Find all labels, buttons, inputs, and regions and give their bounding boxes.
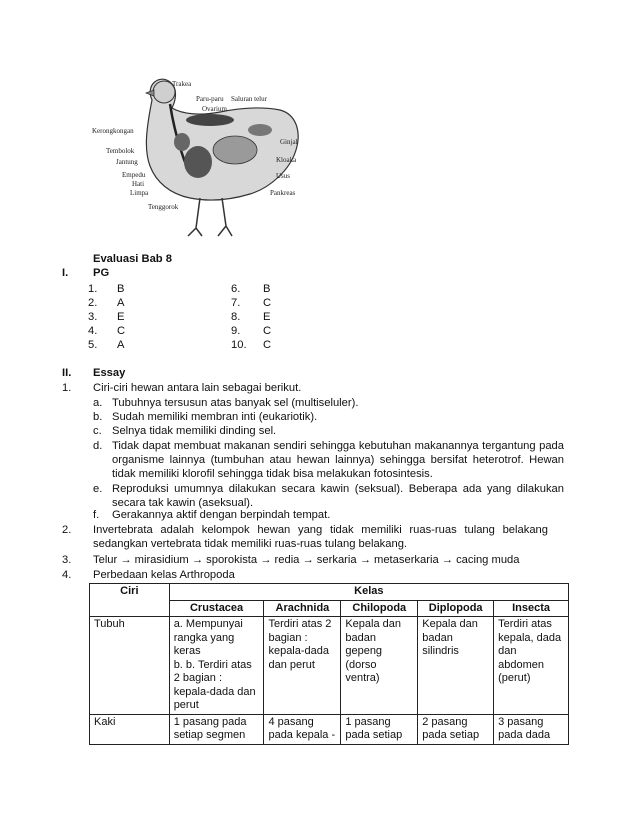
essay-answer-2: Invertebrata adalah kelompok hewan yang tidak memiliki ruas-ruas tulang belakang sedangkan vertebrata tidak memiliki ruas-ruas tulang belakang. (93, 524, 548, 550)
chicken-anatomy-figure (90, 70, 305, 240)
pg-answer: C (263, 339, 272, 351)
list-letter: e. (93, 483, 103, 495)
pg-answer: E (117, 311, 125, 323)
row-label: Tubuh (90, 617, 170, 715)
table-cell: a. Mempunyai rangka yang keras b. b. Terdiri atas 2 bagian : kepala-dada dan perut (169, 617, 264, 715)
header-class: Crustacea (169, 600, 264, 617)
header-class: Diplopoda (418, 600, 494, 617)
section-number-essay: II. (62, 367, 72, 379)
table-cell: 3 pasang pada dada (494, 714, 569, 744)
pg-number: 7. (231, 297, 241, 309)
arthropoda-table (89, 583, 569, 745)
section-heading-essay: Essay (93, 367, 126, 379)
document-title: Evaluasi Bab 8 (93, 253, 172, 265)
figure-label: Ginjal (280, 138, 298, 146)
essay-answer-3: Telur → mirasidium → sporokista → redia → serkaria → metaserkaria → cacing muda (93, 554, 520, 566)
pg-answer: E (263, 311, 271, 323)
list-letter: c. (93, 425, 102, 437)
figure-label: Trakea (172, 80, 192, 88)
list-letter: a. (93, 397, 103, 409)
figure-label: Paru-paru (196, 95, 224, 103)
section-number-pg: I. (62, 267, 69, 279)
pg-number: 1. (88, 283, 98, 295)
pg-number: 6. (231, 283, 241, 295)
figure-label: Tembolok (106, 147, 135, 155)
pg-number: 10. (231, 339, 247, 351)
pg-answer: A (117, 297, 125, 309)
list-item: Tubuhnya tersusun atas banyak sel (multiseluler). (112, 397, 359, 409)
liver-shape (184, 146, 212, 178)
list-letter: f. (93, 509, 100, 521)
figure-label: Hati (132, 180, 145, 188)
figure-label: Kloaka (276, 156, 297, 164)
figure-label: Kerongkongan (92, 127, 134, 135)
kidney-shape (248, 124, 272, 136)
pg-answer: C (263, 325, 272, 337)
intestine-shape (213, 136, 257, 164)
table-cell: 4 pasang pada kepala - (264, 714, 341, 744)
table-row (90, 617, 569, 715)
table-cell: Kepala dan badan silindris (418, 617, 494, 715)
list-item: Gerakannya aktif dengan berpindah tempat. (112, 509, 331, 521)
essay-number: 4. (62, 569, 72, 581)
figure-label: Pankreas (270, 189, 296, 197)
pg-number: 2. (88, 297, 98, 309)
pg-number: 8. (231, 311, 241, 323)
section-heading-pg: PG (93, 267, 110, 279)
table-cell: 2 pasang pada setiap (418, 714, 494, 744)
pg-answer: C (117, 325, 126, 337)
essay-number: 1. (62, 382, 72, 394)
list-item: Selnya tidak memiliki dinding sel. (112, 425, 277, 437)
table-cell: Terdiri atas kepala, dada dan abdomen (perut) (494, 617, 569, 715)
list-item: Tidak dapat membuat makanan sendiri sehingga kebutuhan makanannya tergantung pada organisme lainnya (tumbuhan atau hewan lainnya) sehingga bersifat heterotrof. Hewan tidak memiliki klorofil sehingga tidak bisa melakukan fotosintesis. (112, 440, 564, 480)
lung-shape (186, 114, 234, 126)
chicken-leg-right (218, 198, 232, 236)
figure-label: Limpa (130, 189, 149, 197)
pg-number: 4. (88, 325, 98, 337)
essay-number: 3. (62, 554, 72, 566)
table-cell: Terdiri atas 2 bagian : kepala-dada dan perut (264, 617, 341, 715)
figure-label: Tenggorok (148, 203, 179, 211)
row-label: Kaki (90, 714, 170, 744)
essay-number: 2. (62, 524, 72, 536)
pg-answer: B (117, 283, 125, 295)
figure-label: Empedu (122, 171, 146, 179)
essay-answer-4: Perbedaan kelas Arthropoda (93, 569, 235, 581)
header-class: Chilopoda (341, 600, 418, 617)
pg-number: 5. (88, 339, 98, 351)
figure-label: Ovarium (202, 105, 227, 113)
pg-number: 3. (88, 311, 98, 323)
header-class: Arachnida (264, 600, 341, 617)
list-letter: d. (93, 440, 103, 452)
pg-number: 9. (231, 325, 241, 337)
table-cell: Kepala dan badan gepeng (dorso ventra) (341, 617, 418, 715)
pg-answer: C (263, 297, 272, 309)
pg-answer: A (117, 339, 125, 351)
figure-label: Jantung (116, 158, 138, 166)
heart-shape (174, 133, 190, 151)
header-kelas: Kelas (169, 584, 568, 601)
essay-answer-1: Ciri-ciri hewan antara lain sebagai berikut. (93, 382, 302, 394)
pg-answer: B (263, 283, 271, 295)
chicken-leg-left (188, 198, 202, 236)
list-item: Reproduksi umumnya dilakukan secara kawin (seksual). Beberapa ada yang dilakukan secara tak kawin (aseksual). (112, 483, 564, 509)
figure-label: Saluran telur (231, 95, 267, 103)
list-item: Sudah memiliki membran inti (eukariotik). (112, 411, 318, 423)
figure-label: Usus (276, 172, 291, 180)
table-header-row (90, 584, 569, 601)
table-row (90, 714, 569, 744)
header-class: Insecta (494, 600, 569, 617)
list-letter: b. (93, 411, 103, 423)
header-ciri: Ciri (90, 584, 170, 617)
table-cell: 1 pasang pada setiap (341, 714, 418, 744)
table-cell: 1 pasang pada setiap segmen (169, 714, 264, 744)
